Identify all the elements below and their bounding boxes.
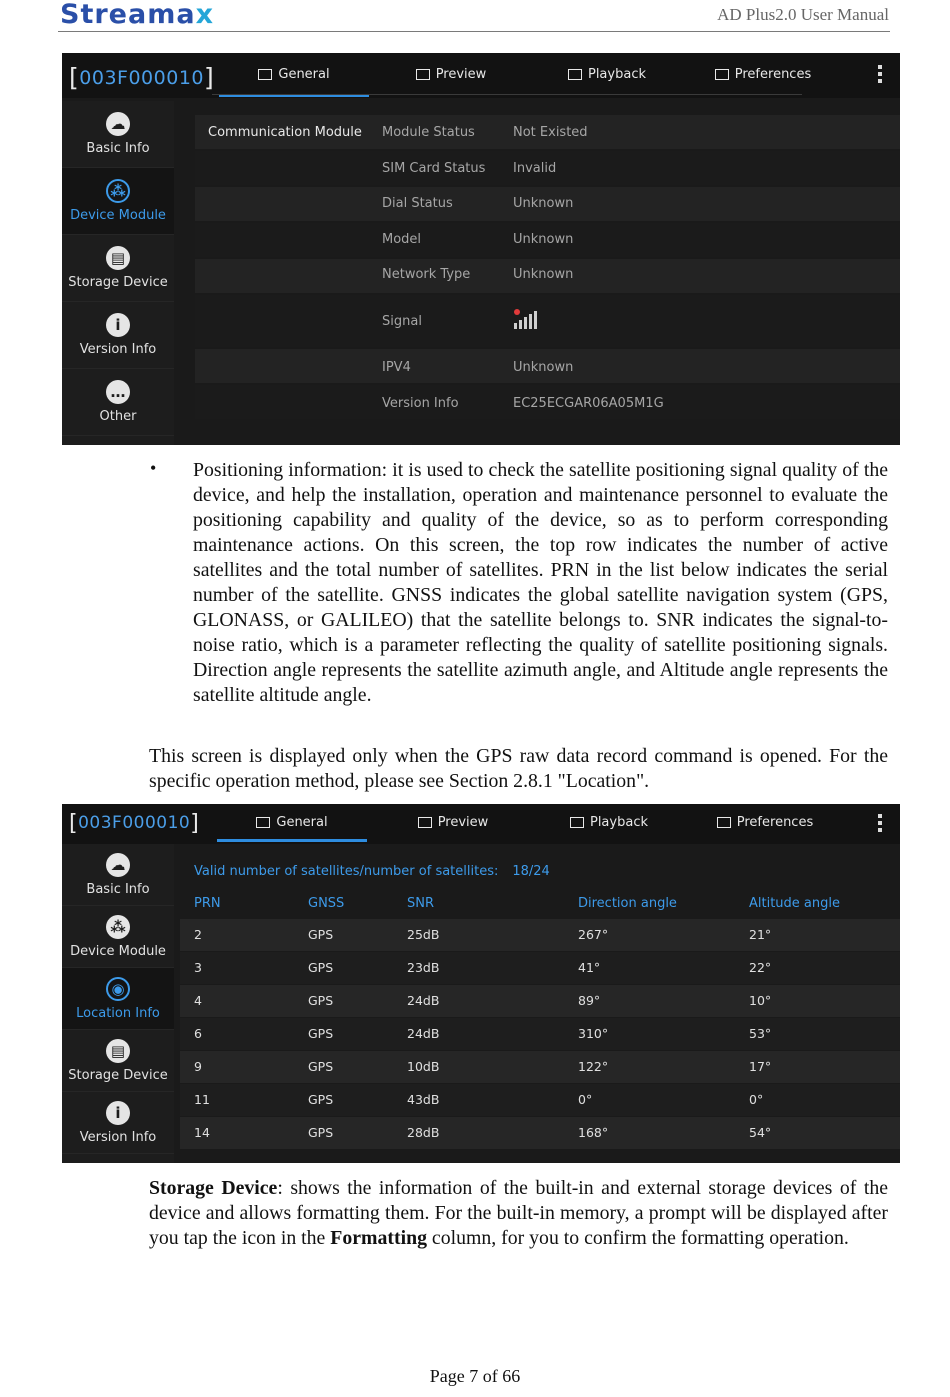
- cloud-icon: ☁: [106, 112, 130, 136]
- storage-device-paragraph: Storage Device: shows the information of the built-in and external storage devices of the device and allows formatting them. For the built-in memory, a prompt will be displayed after you tap the icon in the Formatting column, for you to confirm the formatting operation.: [149, 1177, 888, 1249]
- row-label: Dial Status: [382, 196, 453, 211]
- tab-playback[interactable]: Playback: [532, 53, 682, 95]
- info-icon: i: [106, 313, 130, 337]
- tab-general[interactable]: General: [219, 53, 369, 95]
- column-header-direction: Direction angle: [578, 896, 677, 911]
- screenshot-location-info: [62, 804, 900, 1163]
- table-row: 2 GPS 25dB 267° 21°: [180, 919, 900, 951]
- row-label: Version Info: [382, 396, 459, 411]
- row-value: Not Existed: [513, 125, 588, 140]
- bullet: •: [150, 458, 157, 478]
- more-menu-icon[interactable]: [878, 814, 882, 832]
- manual-title: AD Plus2.0 User Manual: [717, 5, 889, 24]
- row-value: Unknown: [513, 196, 574, 211]
- preferences-icon: [715, 69, 729, 80]
- storage-icon: ▤: [106, 1039, 130, 1063]
- preferences-icon: [717, 817, 731, 828]
- row-value: Unknown: [513, 360, 574, 375]
- page-number: Page 7 of 66: [429, 1366, 521, 1386]
- table-row: 9 GPS 10dB 122° 17°: [180, 1051, 900, 1083]
- sidebar-item-storage-device[interactable]: ▤ Storage Device: [62, 1030, 174, 1092]
- table-row: 4 GPS 24dB 89° 10°: [180, 985, 900, 1017]
- tab-general[interactable]: General: [217, 804, 367, 840]
- info-icon: i: [106, 1101, 130, 1125]
- sidebar-item-location-info[interactable]: ◉ Location Info: [62, 968, 174, 1030]
- preview-icon: [418, 817, 432, 828]
- table-row: [195, 295, 900, 347]
- tab-preview[interactable]: Preview: [376, 53, 526, 95]
- table-row: 11 GPS 43dB 0° 0°: [180, 1084, 900, 1116]
- table-row: 14 GPS 28dB 168° 54°: [180, 1117, 900, 1149]
- location-target-icon: ◉: [106, 977, 130, 1001]
- row-label: Model: [382, 232, 422, 247]
- page-header: [58, 0, 890, 32]
- column-header-prn: PRN: [194, 896, 221, 911]
- row-label: Signal: [382, 314, 422, 329]
- row-value: Unknown: [513, 267, 574, 282]
- gps-note-paragraph: This screen is displayed only when the GPS raw data record command is opened. For the specific operation method, please see Section 2.8.1 "Location".: [149, 745, 888, 792]
- row-label: Network Type: [382, 267, 471, 282]
- row-label: IPV4: [382, 360, 411, 375]
- cloud-icon: ☁: [106, 853, 130, 877]
- ellipsis-icon: …: [106, 380, 130, 404]
- column-header-snr: SNR: [407, 896, 435, 911]
- screenshot-communication-module: [62, 53, 900, 445]
- top-bar: [62, 804, 900, 844]
- more-menu-icon[interactable]: [878, 65, 882, 83]
- playback-icon: [568, 69, 582, 80]
- sidebar-item-device-module[interactable]: ⁂ Device Module: [62, 168, 174, 235]
- preview-icon: [416, 69, 430, 80]
- device-id: [003F000010]: [69, 63, 215, 92]
- tab-preferences[interactable]: Preferences: [688, 53, 838, 95]
- column-header-gnss: GNSS: [308, 896, 345, 911]
- module-icon: ⁂: [106, 915, 130, 939]
- general-icon: [258, 69, 272, 80]
- column-header-altitude: Altitude angle: [749, 896, 840, 911]
- row-value: Invalid: [513, 161, 557, 176]
- top-bar: [62, 53, 900, 98]
- tab-preview[interactable]: Preview: [378, 804, 528, 840]
- row-value: Unknown: [513, 232, 574, 247]
- sidebar-item-basic-info[interactable]: ☁ Basic Info: [62, 844, 174, 906]
- row-label: Module Status: [382, 125, 475, 140]
- storage-icon: ▤: [106, 246, 130, 270]
- sidebar-item-basic-info[interactable]: ☁ Basic Info: [62, 101, 174, 168]
- sidebar-item-storage-device[interactable]: ▤ Storage Device: [62, 235, 174, 302]
- table-row: 3 GPS 23dB 41° 22°: [180, 952, 900, 984]
- tab-underline: [212, 94, 802, 95]
- signal-strength-icon: [514, 311, 537, 329]
- general-icon: [256, 817, 270, 828]
- sidebar-item-other[interactable]: … Other: [62, 369, 174, 436]
- sidebar: [62, 844, 174, 1163]
- row-value: EC25ECGAR06A05M1G: [513, 396, 664, 411]
- section-title: Communication Module: [208, 125, 362, 140]
- positioning-paragraph: Positioning information: it is used to check the satellite positioning signal quality of the device, and help the installation, operation and maintenance personnel to evaluate the positioning capability and quality of the device, so as to perform corresponding maintenance actions. On this screen, the top row indicates the number of active satellites and the total number of satellites. PRN in the list below indicates the serial number of the satellite. GNSS indicates the global satellite navigation system (GPS, GLONASS, or GALILEO) that the satellite belongs to. SNR indicates the signal-to-noise ratio, which is a parameter reflecting the quality of satellite positioning signals. Direction angle represents the satellite azimuth angle, and Altitude angle represents the satellite altitude angle.: [193, 459, 888, 706]
- sidebar-item-version-info[interactable]: i Version Info: [62, 302, 174, 369]
- device-id: [003F000010]: [69, 811, 200, 836]
- row-label: SIM Card Status: [382, 161, 486, 176]
- streamax-logo: Streamax: [60, 0, 214, 30]
- tab-playback[interactable]: Playback: [534, 804, 684, 840]
- table-row: 6 GPS 24dB 310° 53°: [180, 1018, 900, 1050]
- sidebar: [62, 101, 174, 445]
- sidebar-item-device-module[interactable]: ⁂ Device Module: [62, 906, 174, 968]
- playback-icon: [570, 817, 584, 828]
- module-icon: ⁂: [106, 179, 130, 203]
- satellite-summary: Valid number of satellites/number of satellites: 18/24: [194, 864, 550, 879]
- sidebar-item-version-info[interactable]: i Version Info: [62, 1092, 174, 1154]
- tab-preferences[interactable]: Preferences: [690, 804, 840, 840]
